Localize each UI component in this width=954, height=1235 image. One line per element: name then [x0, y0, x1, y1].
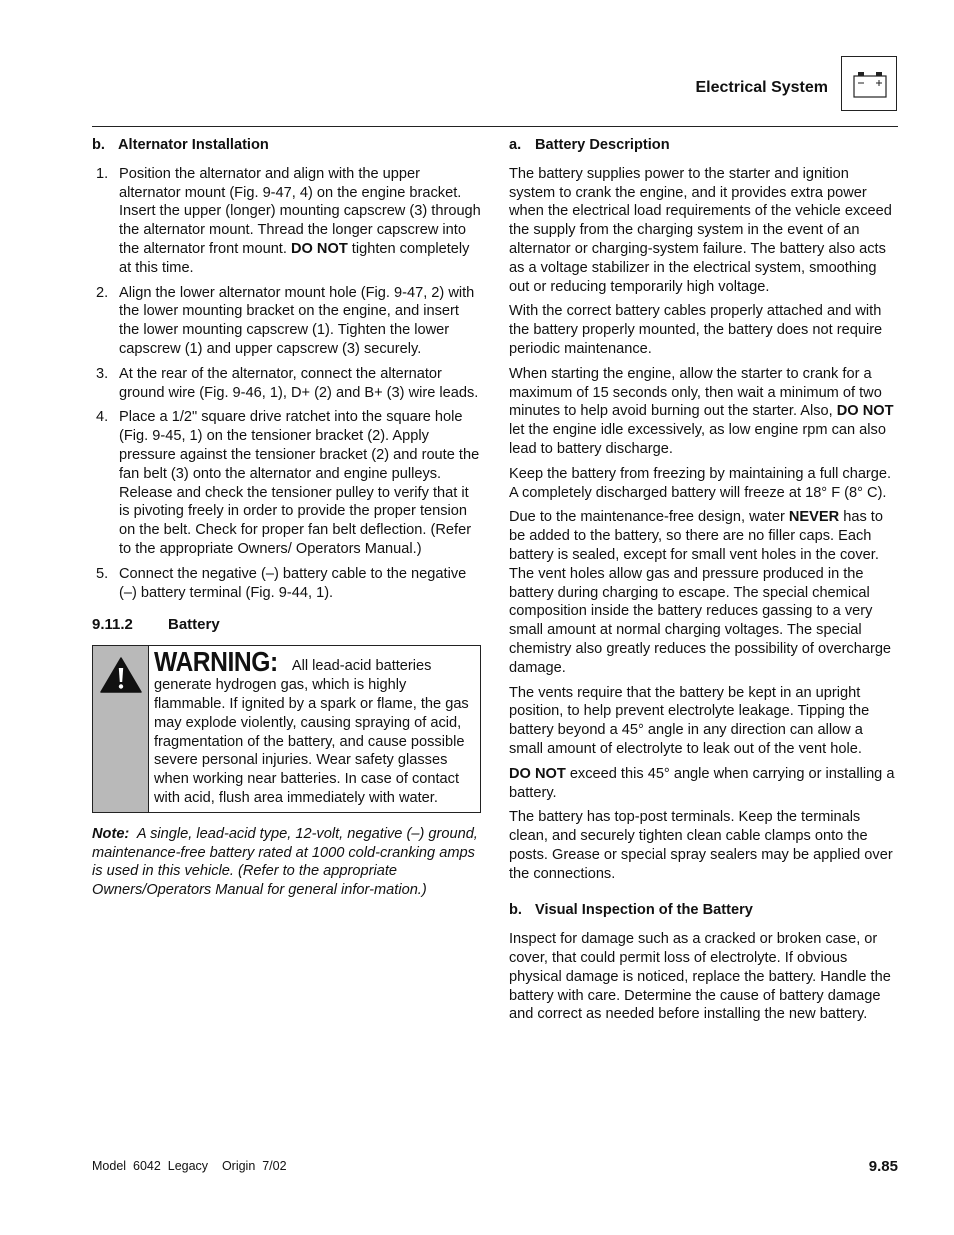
step-text: Position the alternator and align with the upper alternator mount (Fig. 9-47, 4) on the engine bracket. Insert the upper (longer) mounting capscrew (3) through the alternator mount. Thread the longer capscrew into the alternator front mount.	[119, 165, 481, 257]
step-text-tail: tighten completely at this time.	[119, 240, 470, 276]
warning-triangle-icon	[100, 657, 142, 693]
subheading-letter: a.	[509, 137, 522, 153]
step-number: 3.	[96, 365, 109, 382]
warning-box	[92, 645, 481, 813]
note-text: A single, lead-acid type, 12-volt, negative (–) ground, maintenance-free battery rated at 1000 cold-cranking amps is used in this vehicle. (Refer to the appropriate Owners/Operators Manual for general infor-mation.)	[92, 825, 478, 899]
warning-sidebar	[93, 646, 149, 812]
step-emphasis: DO NOT	[290, 240, 348, 257]
header-divider	[92, 126, 898, 127]
right-column	[509, 136, 898, 1030]
section-title: Battery	[168, 616, 220, 634]
paragraph-text: Due to the maintenance-free design, water	[509, 509, 789, 526]
warning-text: All lead-acid batteries generate hydrogen gas, which is highly flammable. If ignited by a spark or flame, the gas may explode violently, causing spraying of acid, fragmentation of the battery, and cause possible severe personal injuries. Wear safety glasses when working near batteries. In case of contact with acid, flush area immediately with water.	[154, 658, 469, 806]
subheading-letter: b.	[509, 902, 522, 919]
paragraph	[509, 508, 898, 677]
step-text: Connect the negative (–) battery cable to the negative (–) battery terminal (Fig. 9-44, 1).	[119, 565, 467, 601]
paragraph-text: has to be added to the battery, so there are no filler caps. Each battery is sealed, except for small vent holes in the cover. The vent holes allow gas and pressure produced in the battery during charging to escape. The special chemical composition inside the battery reduces gassing to a very small amount at normal charging voltages. The special chemistry also greatly reduces the possibility of overcharge damage.	[509, 509, 892, 676]
paragraph-text: let the engine idle excessively, as low engine rpm can also lead to battery discharge.	[509, 422, 886, 457]
battery-icon	[853, 71, 887, 98]
paragraph: With the correct battery cables properly attached and with the battery properly mounted, the battery does not require periodic maintenance.	[509, 303, 883, 357]
footer-page-number: 9.85	[868, 1158, 898, 1175]
warning-label: WARNING:	[154, 646, 278, 678]
subheading-title: Visual Inspection of the Battery	[535, 902, 753, 919]
step-text: Place a 1/2" square drive ratchet into the square hole (Fig. 9-45, 1) on the tensioner bracket (2). Apply pressure against the tensioner bracket (2) and route the fan belt (3) onto the alternator and engine pulleys. Release and check the tensioner pulley to verify that it is pivoting freely in order to provide the proper tension on the belt. Check for proper fan belt deflection. (Refer to the appropriate Owners/ Operators Manual.)	[119, 409, 480, 557]
paragraph	[509, 765, 898, 803]
list-item	[92, 408, 482, 558]
step-number: 2.	[96, 284, 109, 301]
paragraph: The battery has top-post terminals. Keep the terminals clean, and securely tighten clean cable clamps onto the posts. Grease or special spray sealers may be applied over the connections.	[509, 809, 893, 882]
section-heading-battery	[92, 616, 482, 635]
list-item	[92, 565, 482, 603]
paragraph-emphasis: DO NOT	[836, 403, 894, 420]
subheading-letter: b.	[92, 137, 105, 153]
paragraph: Keep the battery from freezing by maintaining a full charge. A completely discharged battery will freeze at 18° F (8° C).	[509, 465, 892, 501]
section-number: 9.11.2	[92, 616, 133, 634]
paragraph-text: exceed this 45° angle when carrying or installing a battery.	[509, 765, 895, 801]
list-item	[92, 365, 482, 403]
paragraph: The battery supplies power to the starter and ignition system to crank the engine, and it provides extra power when the electrical load requirements of the vehicle exceed the supply from the charging system in the event of an alternator or charging-system failure. The battery also acts as a voltage stabilizer in the electrical system, smoothing out or reducing temporarily high voltage.	[509, 165, 892, 295]
paragraph-emphasis: DO NOT	[509, 765, 566, 782]
subheading-visual-inspection	[509, 901, 898, 920]
subheading-battery-description	[509, 136, 898, 155]
subheading-title: Battery Description	[535, 137, 670, 153]
note-paragraph	[92, 825, 482, 900]
installation-steps	[92, 165, 482, 603]
subheading-title: Alternator Installation	[118, 137, 269, 153]
subheading-alternator-installation	[92, 136, 482, 155]
paragraph: Inspect for damage such as a cracked or broken case, or cover, that could permit loss of electrolyte. If obvious physical damage is noticed, replace the battery. Handle the battery with care. Determine the cause of battery damage and correct as needed before installing the new battery.	[509, 931, 891, 1023]
list-item	[92, 284, 482, 359]
paragraph-emphasis: NEVER	[788, 509, 840, 526]
page-header-title: Electrical System	[695, 79, 828, 96]
left-column	[92, 136, 482, 900]
paragraph	[509, 365, 898, 459]
battery-icon-box	[841, 56, 897, 111]
step-number: 4.	[96, 409, 109, 426]
step-number: 5.	[96, 565, 109, 582]
step-text: At the rear of the alternator, connect the alternator ground wire (Fig. 9-46, 1), D+ (2) and B+ (3) wire leads.	[119, 365, 479, 401]
step-text: Align the lower alternator mount hole (Fig. 9-47, 2) with the lower mounting bracket on the engine, and insert the lower mounting capscrew (1). Tighten the lower capscrew (1) and upper capscrew (3) securely.	[119, 284, 475, 357]
paragraph-text: When starting the engine, allow the starter to crank for a maximum of 15 seconds only, then wait a minimum of two minutes to help avoid burning out the starter. Also,	[509, 365, 882, 420]
warning-content	[149, 646, 480, 812]
paragraph: The vents require that the battery be kept in an upright position, to help prevent electrolyte leakage. Tipping the battery beyond a 45° angle in any direction can allow a small amount of electrolyte to leak out of the vent hole.	[509, 684, 870, 757]
footer-model-info: Model 6042 Legacy Origin 7/02	[92, 1159, 287, 1173]
list-item	[92, 165, 482, 278]
step-number: 1.	[96, 165, 109, 182]
note-label: Note:	[92, 825, 130, 842]
